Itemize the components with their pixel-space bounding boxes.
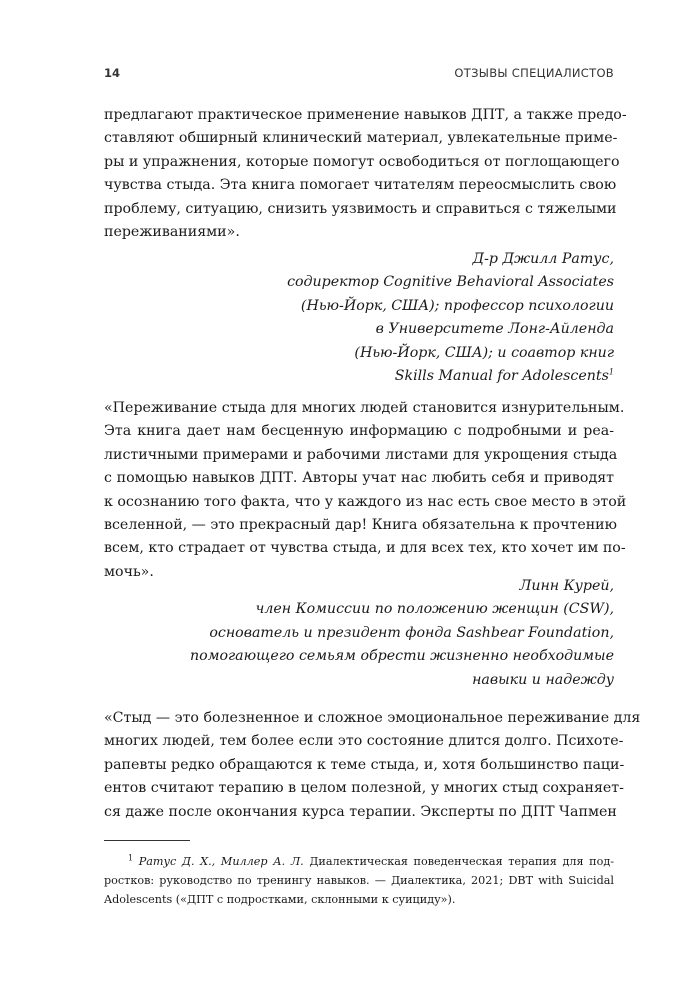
signature-1 — [104, 248, 614, 388]
footnote-ref: 1 — [608, 367, 614, 377]
footnote-authors: Ратус Д. Х., Миллер А. Л. — [138, 855, 304, 868]
quote-2-line: всем, кто страдает от чувства стыда, и для всех тех, кто хочет им по- — [104, 540, 626, 557]
signature-2-line: основатель и президент фонда Sashbear Foundation, — [209, 624, 614, 641]
footnote-line — [104, 852, 614, 871]
signature-2 — [104, 575, 614, 692]
footnote-line: ростков: руководство по тренингу навыков. — Диалектика, 2021; DBT with Suicidal — [104, 874, 614, 887]
signature-1-line: содиректор Cognitive Behavioral Associates — [287, 274, 614, 291]
footnote-title: Диалектическая поведенческая терапия для под- — [303, 855, 614, 868]
quote-1-line: ставляют обширный клинический материал, увлекательные приме- — [104, 130, 618, 147]
page-number: 14 — [104, 66, 121, 80]
signature-1-name: Д-р Джилл Ратус, — [472, 251, 614, 267]
quote-1-line: чувства стыда. Эта книга помогает читателям переосмыслить свою — [104, 177, 617, 194]
quote-2-line: «Переживание стыда для многих людей становится изнурительным. — [104, 400, 625, 416]
running-title: ОТЗЫВЫ СПЕЦИАЛИСТОВ — [454, 66, 614, 80]
signature-1-line: (Нью-Йорк, США); профессор психологии — [300, 297, 614, 314]
quote-2-line: с помощью навыков ДПТ. Авторы учат нас любить себя и приводят — [104, 470, 614, 487]
signature-1-line: в Университете Лонг-Айленда — [375, 321, 614, 338]
quote-3-line: рапевты редко обращаются к теме стыда, и, хотя большинство паци- — [104, 756, 625, 773]
footnote-line: Adolescents («ДПТ с подростками, склонными к суициду»). — [104, 893, 456, 906]
footnote-divider — [104, 840, 190, 841]
quote-2-line: листичными примерами и рабочими листами для укрощения стыда — [104, 446, 618, 463]
quote-3-line: ся даже после окончания курса терапии. Эксперты по ДПТ Чапмен — [104, 803, 617, 820]
signature-1-book: Skills Manual for Adolescents — [394, 368, 609, 385]
quote-2-line: Эта книга дает нам бесценную информацию с подробными и реа- — [104, 423, 614, 440]
quote-1-line: предлагают практическое применение навыков ДПТ, а также предо- — [104, 107, 627, 123]
signature-2-line: член Комиссии по положению женщин (CSW), — [255, 601, 614, 618]
quote-2-line: вселенной, — это прекрасный дар! Книга обязательна к прочтению — [104, 517, 617, 534]
quote-2 — [104, 397, 627, 584]
signature-1-line: (Нью-Йорк, США); и соавтор книг — [354, 344, 614, 361]
quote-1-line: проблему, ситуацию, снизить уязвимость и справиться с тяжелыми — [104, 200, 617, 217]
quote-3-line: ентов считают терапию в целом полезной, у многих стыд сохраняет- — [104, 780, 624, 797]
quote-1 — [104, 104, 627, 244]
quote-1-line: ры и упражнения, которые помогут освободиться от поглощающего — [104, 153, 620, 170]
running-header — [104, 66, 614, 82]
signature-2-line: помогающего семьям обрести жизненно необходимые — [190, 648, 614, 665]
signature-2-name: Линн Курей, — [519, 578, 614, 594]
quote-3 — [104, 707, 641, 824]
footnote-marker: 1 — [128, 853, 134, 863]
quote-2-line: к осознанию того факта, что у каждого из нас есть свое место в этой — [104, 493, 627, 510]
quote-1-line: переживаниями». — [104, 224, 240, 241]
signature-2-line: навыки и надежду — [472, 671, 614, 688]
footnote — [104, 852, 614, 909]
quote-3-line: «Стыд — это болезненное и сложное эмоциональное переживание для — [104, 710, 641, 726]
quote-2-line: мочь». — [104, 563, 154, 580]
signature-1-line — [104, 365, 614, 388]
quote-3-line: многих людей, тем более если это состояние длится долго. Психоте- — [104, 733, 624, 750]
